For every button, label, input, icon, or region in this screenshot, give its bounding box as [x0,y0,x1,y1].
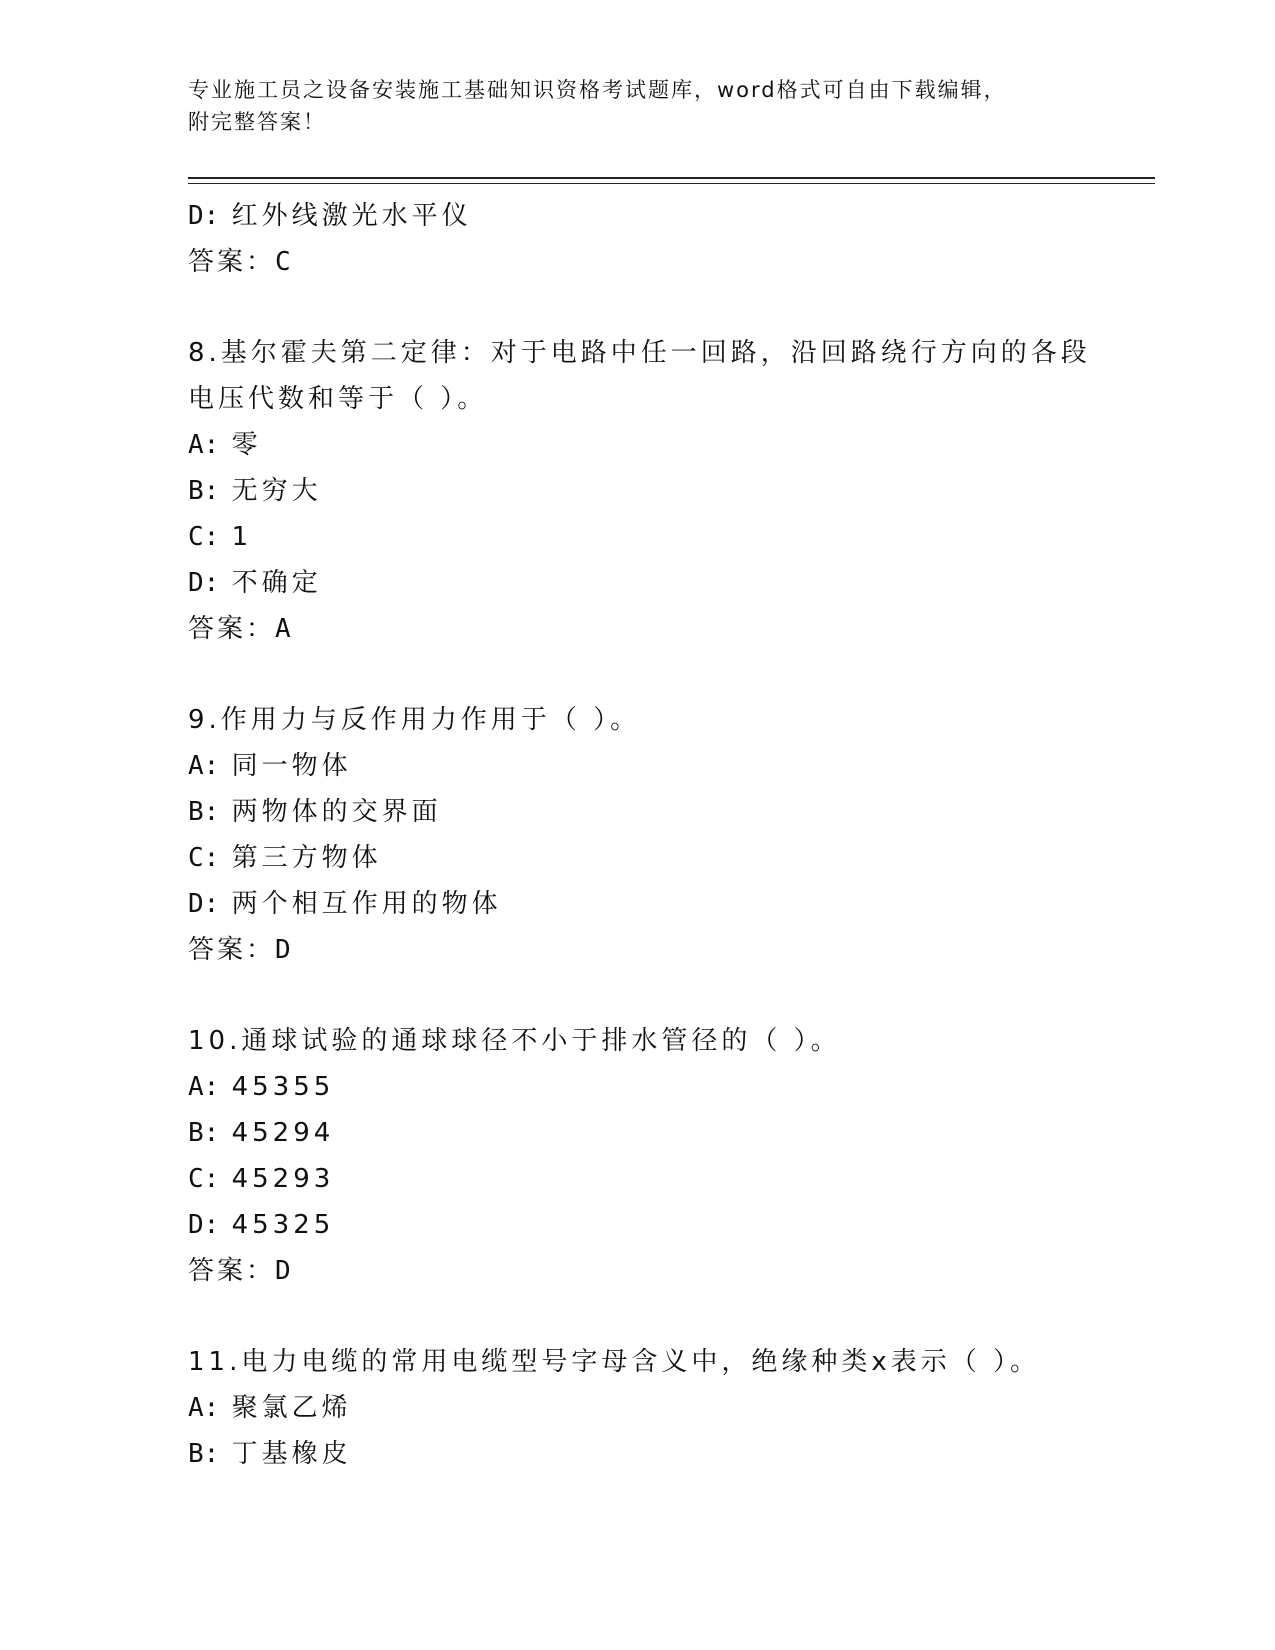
option-letter: B: [188,797,220,827]
option-text: 45294 [231,1118,335,1148]
spacer [188,1294,1148,1339]
option-text: 1 [231,522,253,552]
option-letter: A: [188,751,220,781]
answer [188,927,1148,973]
option-letter: A: [188,430,220,460]
answer [188,606,1148,652]
option-letter: B: [188,476,220,506]
spacer [188,652,1148,697]
option-a [188,1385,1148,1431]
question-text-line: 11.电力电缆的常用电缆型号字母含义中，绝缘种类x表示（ ）。 [188,1347,1041,1377]
option-letter: B: [188,1118,220,1148]
question-text-line: 9.作用力与反作用力作用于（ ）。 [188,705,641,735]
option-d [188,1202,1148,1248]
option-letter: A: [188,1393,220,1423]
answer-label: 答案： [188,935,276,965]
option-letter: D: [188,1210,220,1240]
answer-label: 答案： [188,247,276,277]
answer-value: D [275,1256,294,1286]
option-d [188,881,1148,927]
option-text: 两个相互作用的物体 [231,889,502,919]
answer [188,1248,1148,1294]
option-letter: D: [188,568,220,598]
answer-value: D [275,935,294,965]
option-c [188,514,1148,560]
question-text-line: 10.通球试验的通球球径不小于排水管径的（ ）。 [188,1026,841,1056]
option-text: 同一物体 [231,751,352,781]
option-text: 两物体的交界面 [231,797,442,827]
option-d [188,560,1148,606]
question-list [188,193,1148,1477]
option-a [188,1064,1148,1110]
option-letter: C: [188,843,220,873]
option-c [188,835,1148,881]
document-header [188,74,1088,138]
option-text: 45325 [231,1210,335,1240]
question-10 [188,1018,1148,1294]
prev-option-d [188,193,1148,239]
header-line-1: 专业施工员之设备安装施工基础知识资格考试题库，word格式可自由下载编辑， [188,78,1007,102]
option-a [188,422,1148,468]
option-text: 丁基橡皮 [231,1439,352,1469]
option-text: 45293 [231,1164,335,1194]
option-c [188,1156,1148,1202]
question-8 [188,330,1148,652]
header-divider-thin [188,183,1155,184]
header-line-2: 附完整答案！ [188,110,326,134]
option-b [188,468,1148,514]
option-a [188,743,1148,789]
option-b [188,789,1148,835]
prev-answer [188,239,1148,285]
question-text-line: 电压代数和等于（ ）。 [188,384,488,414]
option-b [188,1110,1148,1156]
option-text: 聚氯乙烯 [231,1393,352,1423]
option-letter: B: [188,1439,220,1469]
question-text-line: 8.基尔霍夫第二定律：对于电路中任一回路，沿回路绕行方向的各段 [188,338,1091,368]
question-9 [188,697,1148,973]
option-letter: C: [188,522,220,552]
question-11 [188,1339,1148,1477]
option-text: 第三方物体 [231,843,382,873]
option-b [188,1431,1148,1477]
answer-label: 答案： [188,1256,276,1286]
option-letter: D: [188,201,220,231]
option-letter: A: [188,1072,220,1102]
option-text: 红外线激光水平仪 [231,201,472,231]
option-letter: D: [188,889,220,919]
answer-value: A [275,614,294,644]
option-text: 零 [231,430,262,460]
option-text: 不确定 [231,568,322,598]
header-divider-thick [188,177,1155,179]
option-letter: C: [188,1164,220,1194]
option-text: 45355 [231,1072,335,1102]
answer-value: C [275,247,294,277]
spacer [188,285,1148,330]
spacer [188,973,1148,1018]
option-text: 无穷大 [231,476,322,506]
answer-label: 答案： [188,614,276,644]
